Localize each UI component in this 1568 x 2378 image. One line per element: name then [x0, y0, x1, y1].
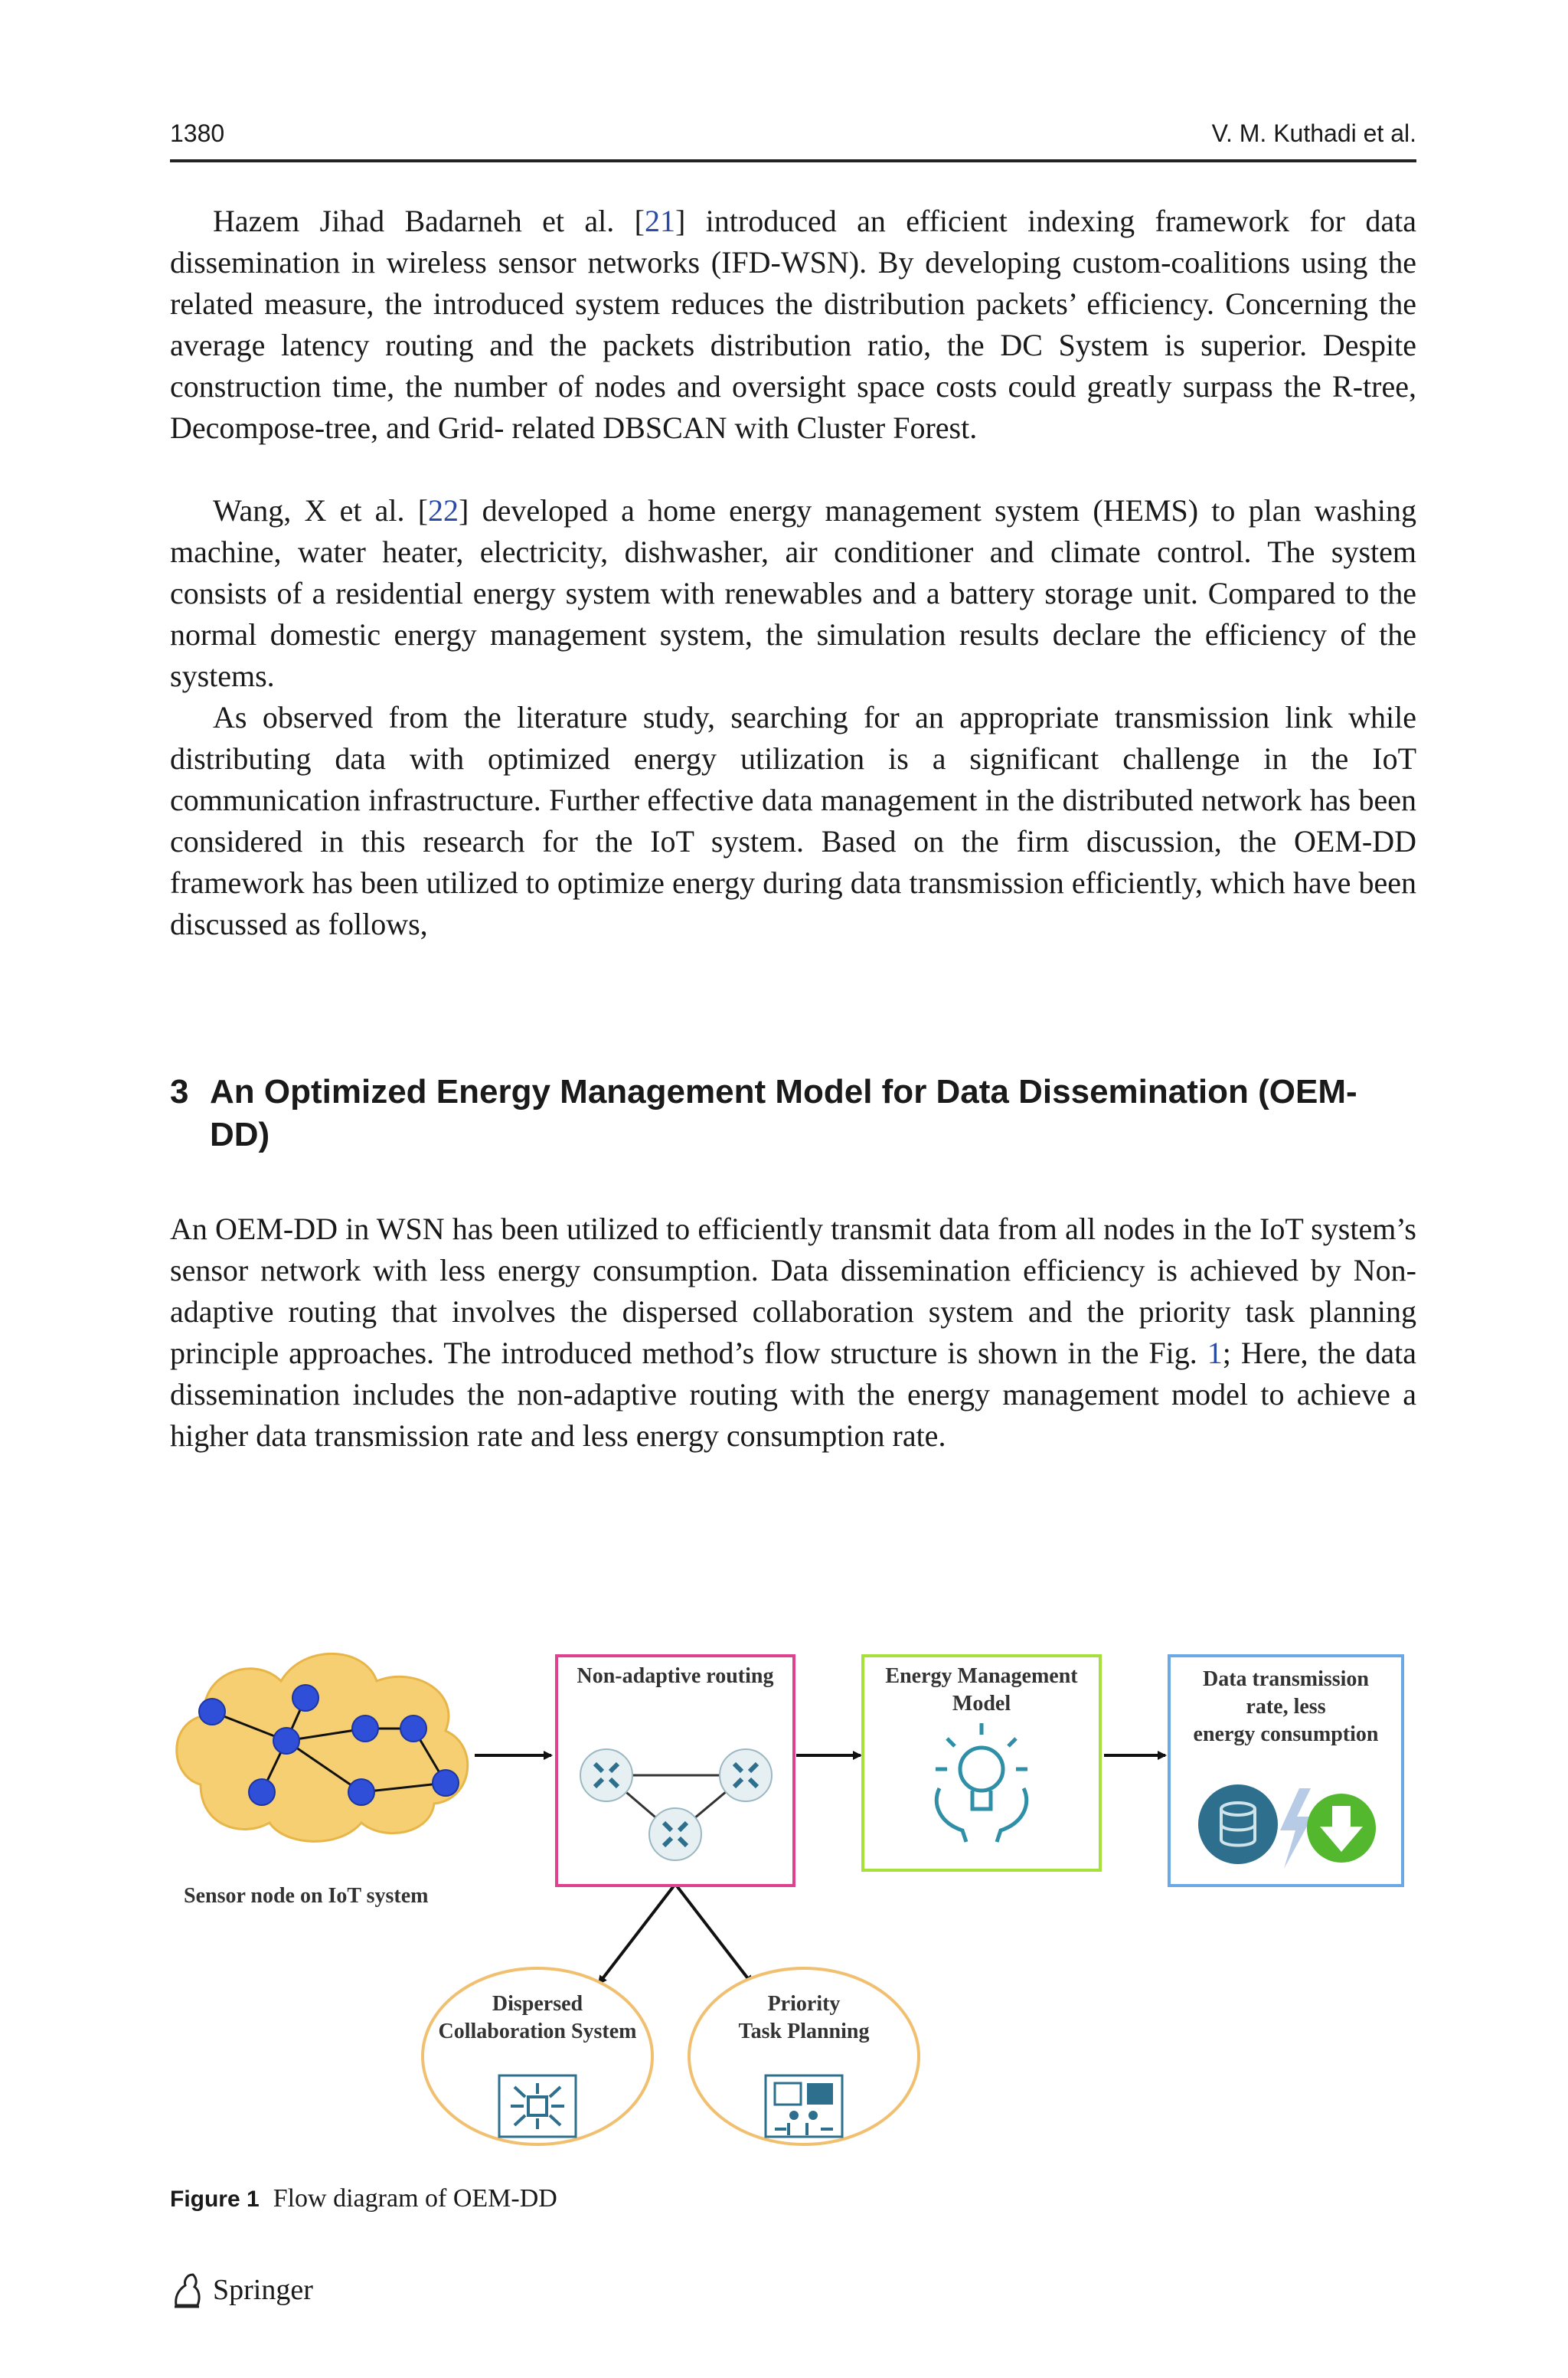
section-title: An Optimized Energy Management Model for Data Dissemination (OEM-DD)	[210, 1073, 1357, 1153]
routing-label: Non-adaptive routing	[577, 1664, 774, 1688]
energy-label-line1: Energy Management	[885, 1664, 1078, 1688]
energy-box	[863, 1663, 1100, 1719]
router-icon	[580, 1749, 632, 1801]
citation-link-22[interactable]: 22	[428, 493, 459, 528]
sensor-node	[400, 1716, 426, 1742]
paragraph-text: Wang, X et al. [	[213, 493, 429, 528]
running-header	[170, 115, 1416, 162]
paragraph-text: Hazem Jihad Badarneh et al. [	[213, 204, 645, 238]
publisher-footer	[170, 2272, 313, 2308]
paragraph-oem-dd-intro	[170, 1209, 1416, 1457]
arrow-routing-to-dispersed	[599, 1884, 675, 1984]
citation-link-21[interactable]: 21	[644, 204, 675, 238]
output-box	[1169, 1667, 1403, 1751]
task-planning-icon	[766, 2075, 842, 2137]
figure-link-1[interactable]: 1	[1207, 1336, 1223, 1370]
sensor-node	[348, 1779, 374, 1805]
priority-task-node	[689, 1991, 919, 2053]
paragraph-text: An OEM-DD in WSN has been utilized to efficiently transmit data from all nodes in the IoT system’s sensor network with less energy consumption. Data dissemination efficiency is achieved by Non-adaptive routing that involves the dispersed collaboration system and the priority task planning principle approaches. The introduced method’s flow structure is shown in the Fig.	[170, 1212, 1416, 1370]
router-icon	[649, 1808, 701, 1860]
dispersed-collaboration-icon	[499, 2075, 576, 2137]
paragraph-text: ; Here, the data dissemination includes the non-adaptive routing with the energy management model to achieve a higher data transmission rate and less energy consumption rate.	[170, 1336, 1416, 1453]
priority-label-line1: Priority	[767, 1992, 841, 2016]
sensor-node	[433, 1770, 459, 1796]
figure-flow-diagram	[170, 1639, 1418, 2152]
section-number: 3	[170, 1073, 189, 1110]
download-arrow-icon	[1307, 1794, 1376, 1863]
sensor-node-label: Sensor node on IoT system	[184, 1884, 429, 1908]
sensor-node	[273, 1728, 299, 1754]
page-number: 1380	[170, 119, 225, 147]
running-authors: V. M. Kuthadi et al.	[1211, 119, 1416, 147]
figure-caption-text: Flow diagram of OEM-DD	[273, 2184, 557, 2213]
energy-label-line2: Model	[952, 1692, 1011, 1716]
priority-label-line2: Task Planning	[738, 2020, 870, 2043]
springer-horse-icon	[170, 2272, 204, 2308]
paragraph-badarneh	[170, 201, 1416, 449]
output-label-line1: Data transmission	[1202, 1667, 1369, 1691]
output-label-line2: rate, less	[1246, 1695, 1326, 1719]
output-label-line3: energy consumption	[1193, 1722, 1379, 1746]
dispersed-label-line2: Collaboration System	[438, 2020, 637, 2043]
sensor-node	[199, 1699, 225, 1725]
figure-caption-label: Figure 1	[170, 2187, 260, 2212]
dispersed-label-line1: Dispersed	[492, 1992, 583, 2016]
paragraph-literature-summary: As observed from the literature study, searching for an appropriate transmission link while distributing data with optimized energy utilization is a significant challenge in the IoT communication infrastructure. Further effective data management in the distributed network has been considered in this research for the IoT system. Based on the firm discussion, the OEM-DD framework has been utilized to optimize energy during data transmission efficiently, which have been discussed as follows,	[170, 700, 1416, 941]
dispersed-collaboration-node	[423, 1991, 652, 2053]
publisher-name: Springer	[213, 2274, 313, 2306]
routing-box	[557, 1663, 794, 1694]
sensor-node	[352, 1716, 378, 1742]
sensor-node	[292, 1685, 318, 1711]
paragraph-wang	[170, 490, 1416, 697]
paragraph-text: ] introduced an efficient indexing framework for data dissemination in wireless sensor networks (IFD-WSN). By developing custom-coalitions using the related measure, the introduced system reduces the distribution packets’ efficiency. Concerning the average latency routing and the packets distribution ratio, the DC System is superior. Despite construction time, the number of nodes and oversight space costs could greatly surpass the R-tree, Decompose-tree, and Grid- related DBSCAN with Cluster Forest.	[170, 204, 1417, 445]
paragraph-text: ] developed a home energy management system (HEMS) to plan washing machine, water heater, electricity, dishwasher, air conditioner and climate control. The system consists of a residential energy system with renewables and a battery storage unit. Compared to the normal domestic energy management system, the simulation results declare the efficiency of the systems.	[170, 493, 1416, 693]
database-icon	[1198, 1784, 1278, 1864]
sensor-node	[249, 1779, 275, 1805]
arrow-routing-to-priority	[675, 1884, 752, 1984]
figure-caption	[170, 2184, 557, 2213]
router-icon	[720, 1749, 772, 1801]
